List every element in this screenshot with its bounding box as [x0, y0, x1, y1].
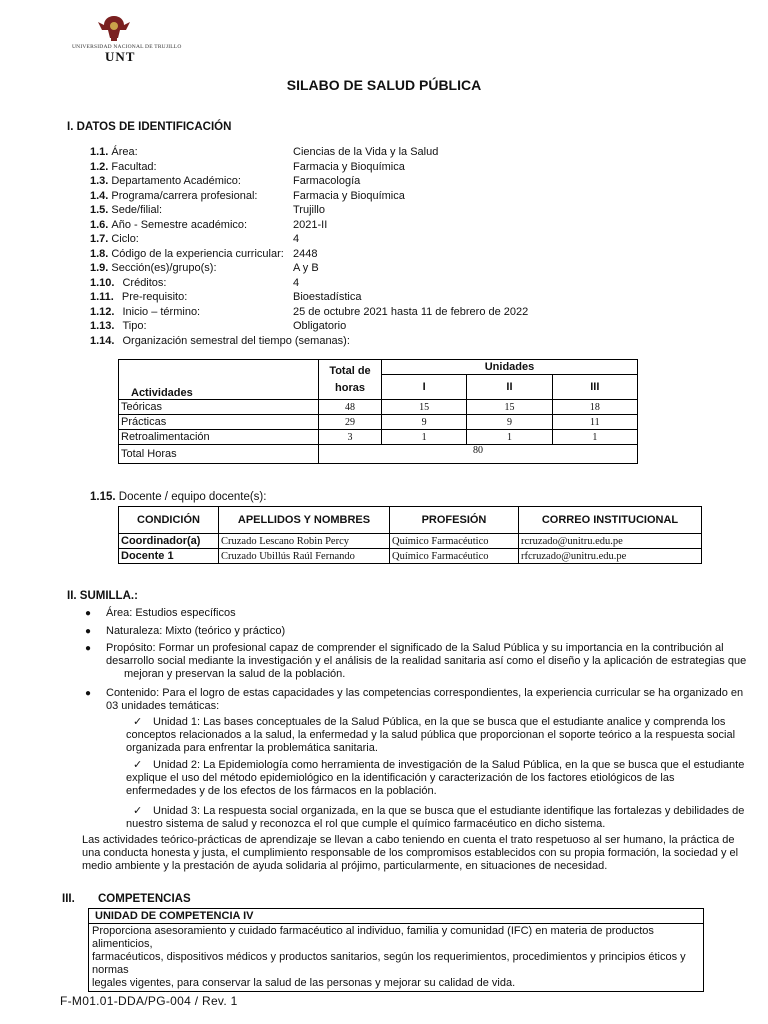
sumilla-proposito — [106, 642, 746, 681]
identification-label — [90, 319, 147, 333]
bullet-icon: ● — [85, 608, 92, 619]
footer-code: F-M01.01-DDA/PG-004 / Rev. 1 — [60, 994, 238, 1008]
identification-label-text: Ciclo: — [111, 233, 139, 245]
identification-number: 1.12. — [90, 305, 115, 318]
unidad-2 — [126, 759, 745, 798]
identification-row — [0, 247, 768, 262]
identification-value: Farmacología — [293, 175, 361, 187]
unit-hours: 9 — [467, 415, 552, 430]
check-icon: ✓ — [133, 759, 143, 771]
cierre-line: medio ambiente y la prestación de ayuda solidaria al prójimo, particularmente, en situaciones de necesidad. — [82, 860, 608, 872]
identification-value: 4 — [293, 276, 300, 289]
competencia-line: Proporciona asesoramiento y cuidado farmacéutico al individuo, familia y comunidad (IFC) en materia de productos alimenticios, — [92, 925, 654, 950]
table-row — [119, 534, 702, 549]
condicion-cell: Docente 1 — [119, 549, 219, 564]
table-row — [119, 430, 638, 445]
th-total: Total de horas — [319, 360, 382, 400]
sumilla-naturaleza: Naturaleza: Mixto (teórico y práctico) — [106, 625, 286, 637]
identification-label — [90, 203, 162, 217]
sumilla-area: Área: Estudios específicos — [106, 607, 236, 619]
unidad-line: Unidad 3: La respuesta social organizada, en la que se busca que el estudiante identifique las fortalezas y debilidades de — [153, 805, 745, 817]
table-row — [119, 549, 702, 564]
bullet-icon: ● — [85, 643, 92, 654]
unit-hours: 18 — [552, 400, 637, 415]
unidad-line: explique el uso del método epidemiológico en la identificación y caracterización de los factores etiológicos de las — [126, 772, 675, 784]
identification-row — [0, 160, 768, 175]
identification-label — [90, 276, 167, 290]
docentes-table — [118, 506, 702, 564]
identification-label-text: Inicio – término: — [122, 305, 201, 318]
identification-value: Ciencias de la Vida y la Salud — [293, 146, 439, 158]
identification-value: 2448 — [293, 247, 318, 260]
th-profesion: PROFESIÓN — [390, 507, 519, 534]
proposito-line: mejoran y preservan la salud de la población. — [124, 668, 346, 680]
table-row — [119, 400, 638, 415]
identification-row — [0, 305, 768, 320]
time-table — [118, 359, 638, 464]
unidad-1 — [126, 716, 736, 755]
identification-number: 1.14. — [90, 334, 115, 347]
nombre-cell: Cruzado Ubillús Raúl Fernando — [219, 549, 390, 564]
th-condicion: CONDICIÓN — [119, 507, 219, 534]
unidad-3 — [126, 805, 745, 831]
university-seal-icon — [96, 14, 132, 42]
competencia-line: legales vigentes, para conservar la salud de las personas y mejorar su calidad de vida. — [92, 977, 516, 989]
sumilla-cierre — [82, 834, 738, 873]
unit-hours: 15 — [382, 400, 467, 415]
identification-value: 2021-II — [293, 218, 328, 231]
unit-hours: 1 — [552, 430, 637, 445]
section-heading-sumilla: II. SUMILLA.: — [67, 590, 138, 602]
identification-label-text: Pre-requisito: — [121, 291, 188, 303]
unit-hours: 15 — [467, 400, 552, 415]
section-heading-identificacion: I. DATOS DE IDENTIFICACIÓN — [67, 121, 232, 133]
identification-label — [90, 247, 284, 261]
identification-number: 1.13. — [90, 320, 115, 332]
identification-label — [90, 218, 247, 232]
identification-label — [90, 189, 257, 203]
university-name: UNIVERSIDAD NACIONAL DE TRUJILLO — [72, 44, 182, 50]
identification-number: 1.5. — [90, 204, 109, 216]
identification-label-text: Área: — [111, 146, 138, 158]
unidad-line: Unidad 2: La Epidemiología como herramienta de investigación de la Salud Pública, en la que se busca que el estudiante — [153, 759, 745, 771]
identification-value: 4 — [293, 233, 300, 245]
competencias-num: III. — [62, 893, 75, 905]
activity-total: 3 — [319, 430, 382, 445]
cierre-line: una conducta honesta y justa, el cumplimiento responsable de los compromisos establecidos con su propia formación, la sociedad y el — [82, 847, 739, 859]
identification-number: 1.11. — [90, 291, 114, 303]
unidad-line: enfermedades y de los efectos de los fármacos en la población. — [126, 785, 437, 797]
unit-hours: 1 — [382, 430, 467, 445]
identification-label — [90, 334, 350, 348]
identification-value: Bioestadística — [293, 291, 362, 303]
identification-value: Obligatorio — [293, 320, 347, 332]
identification-number: 1.10. — [90, 276, 115, 289]
activity-total: 48 — [319, 400, 382, 415]
identification-label — [90, 261, 217, 275]
docentes-heading — [90, 491, 266, 503]
identification-label-text: Programa/carrera profesional: — [111, 189, 258, 202]
competencia-line: farmacéuticos, dispositivos médicos y productos sanitarios, según los requerimientos, procedimientos y principios éticos y normas — [92, 951, 686, 976]
competencia-table — [88, 908, 704, 992]
activity-name: Teóricas — [119, 400, 319, 415]
activity-name: Prácticas — [119, 415, 319, 430]
identification-number: 1.9. — [90, 262, 109, 274]
nombre-cell: Cruzado Lescano Robin Percy — [219, 534, 390, 549]
unit-hours: 1 — [467, 430, 552, 445]
identification-value: Trujillo — [293, 204, 325, 216]
total-value: 80 — [319, 445, 638, 464]
th-unidades: Unidades — [382, 360, 638, 375]
identification-label-text: Sección(es)/grupo(s): — [111, 262, 217, 274]
section-heading-competencias — [62, 893, 191, 905]
th-unit-1: I — [382, 375, 467, 400]
proposito-line: desarrollo social mediante la investigación y el análisis de la realidad sanitaria así como el diseño y la aplicación de estrategias que — [106, 655, 747, 667]
identification-list — [0, 145, 768, 348]
identification-row — [0, 203, 768, 218]
identification-number: 1.3. — [90, 175, 109, 187]
th-unit-3: III — [552, 375, 637, 400]
identification-number: 1.2. — [90, 160, 109, 173]
identification-label-text: Código de la experiencia curricular: — [111, 247, 284, 260]
proposito-line: Propósito: Formar un profesional capaz de comprender el significado de la Salud Pública y su importancia en la contribución al — [106, 642, 724, 654]
profesion-cell: Químico Farmacéutico — [390, 534, 519, 549]
table-row — [119, 415, 638, 430]
activity-total: 29 — [319, 415, 382, 430]
th-actividades: Actividades — [119, 360, 319, 400]
docentes-heading-text: Docente / equipo docente(s): — [118, 491, 267, 503]
th-apellidos: APELLIDOS Y NOMBRES — [219, 507, 390, 534]
correo-cell: rfcruzado@unitru.edu.pe — [519, 549, 702, 564]
check-icon: ✓ — [133, 716, 143, 728]
correo-cell: rcruzado@unitru.edu.pe — [519, 534, 702, 549]
identification-value: Farmacia y Bioquímica — [293, 160, 405, 173]
identification-label-text: Año - Semestre académico: — [111, 218, 248, 231]
competencias-title: COMPETENCIAS — [97, 893, 191, 905]
identification-value: A y B — [293, 262, 319, 274]
contenido-line: Contenido: Para el logro de estas capacidades y las competencias correspondientes, la experiencia curricular se ha organizado en — [106, 687, 744, 699]
unidad-line: conceptos relacionados a la salud, la enfermedad y la salud pública que proporcionan el soporte teórico a la respuesta social — [126, 729, 736, 741]
contenido-line: 03 unidades temáticas: — [106, 700, 220, 712]
identification-value: Farmacia y Bioquímica — [293, 189, 405, 202]
bullet-icon: ● — [85, 688, 92, 699]
identification-number: 1.4. — [90, 189, 109, 202]
identification-label — [90, 290, 187, 304]
identification-label-text: Departamento Académico: — [111, 175, 241, 187]
identification-number: 1.8. — [90, 247, 109, 260]
identification-row — [0, 189, 768, 204]
identification-label — [90, 145, 138, 159]
identification-label — [90, 232, 139, 246]
identification-label — [90, 160, 157, 174]
identification-row — [0, 218, 768, 233]
total-label: Total Horas — [119, 445, 319, 464]
bullet-icon: ● — [85, 626, 92, 637]
th-correo: CORREO INSTITUCIONAL — [519, 507, 702, 534]
university-acronym: UNT — [105, 49, 136, 64]
university-logo — [72, 14, 202, 65]
identification-row — [0, 276, 768, 291]
identification-row — [0, 319, 768, 334]
unidad-line: Unidad 1: Las bases conceptuales de la Salud Pública, en la que se busca que el estudiante analice y comprenda los — [153, 716, 726, 728]
profesion-cell: Químico Farmacéutico — [390, 549, 519, 564]
identification-label-text: Facultad: — [111, 160, 157, 173]
identification-label-text: Tipo: — [122, 320, 147, 332]
identification-row — [0, 174, 768, 189]
identification-number: 1.6. — [90, 218, 109, 231]
activity-name: Retroalimentación — [119, 430, 319, 445]
table-row — [119, 445, 638, 464]
check-icon: ✓ — [133, 805, 143, 817]
identification-row — [0, 232, 768, 247]
identification-label-text: Organización semestral del tiempo (semanas): — [122, 334, 350, 347]
identification-row — [0, 261, 768, 276]
page-title: SILABO DE SALUD PÚBLICA — [286, 77, 482, 93]
unit-hours: 9 — [382, 415, 467, 430]
competencia-unit-title: UNIDAD DE COMPETENCIA IV — [89, 909, 704, 924]
cierre-line: Las actividades teórico-prácticas de aprendizaje se llevan a cabo teniendo en cuenta el trato respetuoso al ser humano, la práctica de — [82, 834, 735, 846]
docentes-heading-num: 1.15. — [90, 491, 116, 503]
unidad-line: organizada para enfrentar la problemática sanitaria. — [126, 742, 378, 754]
identification-value: 25 de octubre 2021 hasta 11 de febrero de 2022 — [293, 305, 529, 318]
identification-label — [90, 305, 200, 319]
th-unit-2: II — [467, 375, 552, 400]
identification-label — [90, 174, 241, 188]
competencia-text — [89, 924, 704, 992]
unidad-line: nuestro sistema de salud y reconozca el rol que cumple el químico farmacéutico en dicho sistema. — [126, 818, 606, 830]
condicion-cell: Coordinador(a) — [119, 534, 219, 549]
identification-number: 1.7. — [90, 233, 109, 245]
identification-row — [0, 334, 768, 349]
identification-row — [0, 145, 768, 160]
identification-number: 1.1. — [90, 146, 109, 158]
sumilla-contenido — [106, 687, 743, 713]
identification-label-text: Sede/filial: — [111, 204, 163, 216]
identification-row — [0, 290, 768, 305]
unit-hours: 11 — [552, 415, 637, 430]
identification-label-text: Créditos: — [122, 276, 167, 289]
